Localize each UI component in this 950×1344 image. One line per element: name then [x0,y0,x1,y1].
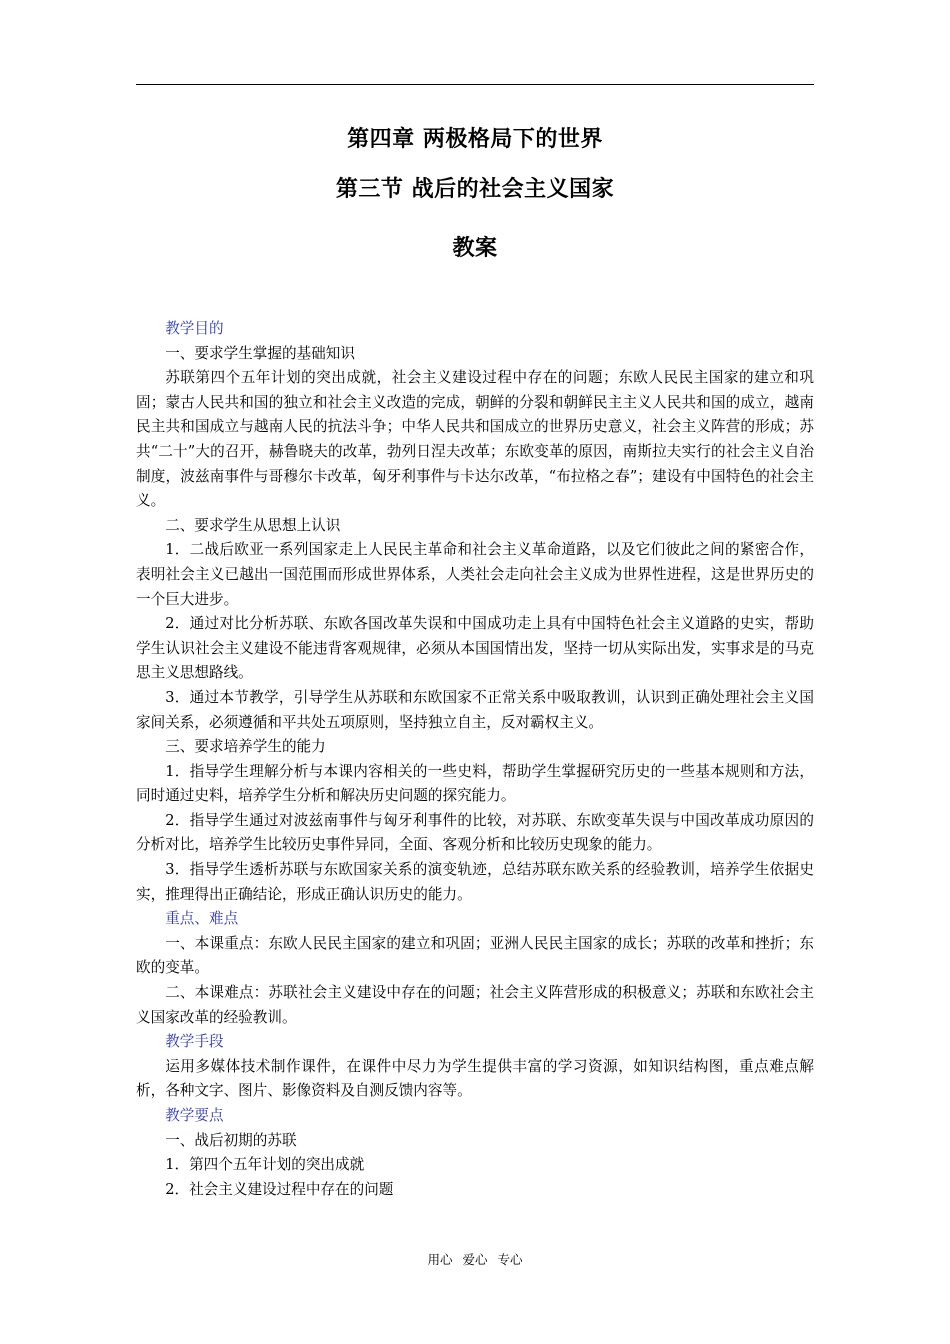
subheading: 一、战后初期的苏联 [165,1131,297,1149]
paragraph: 3．通过本节教学，引导学生从苏联和东欧国家不正常关系中吸取教训，认识到正确处理社会主义国家间关系，必须遵循和平共处五项原则，坚持独立自主，反对霸权主义。 [136,688,814,731]
section-heading: 教学要点 [165,1107,224,1124]
header-rule [136,84,814,85]
doc-type-title: 教案 [452,236,498,261]
section-heading: 教学手段 [165,1033,224,1051]
paragraph: 二、本课难点：苏联社会主义建设中存在的问题；社会主义阵营形成的积极意义；苏联和东欧社会主义国家改革的经验教训。 [136,984,814,1026]
page-footer: 用心 爱心 专心 [427,1252,523,1267]
paragraph: 苏联第四个五年计划的突出成就，社会主义建设过程中存在的问题；东欧人民民主国家的建立和巩固；蒙古人民共和国的独立和社会主义改造的完成，朝鲜的分裂和朝鲜民主主义人民共和国的成立，越南民主共和国成立与越南人民的抗法斗争；中华人民共和国成立的世界历史意义，社会主义阵营的形成；苏共“二十”大的召开，赫鲁晓夫的改革，勃列日涅夫改革；东欧变革的原因，南斯拉夫实行的社会主义自治制度，波兹南事件与哥穆尔卡改革，匈牙利事件与卡达尔改革，“布拉格之春”；建设有中国特色的社会主义。 [136,369,814,510]
paragraph: 3．指导学生透析苏联与东欧国家关系的演变轨迹，总结苏联东欧关系的经验教训，培养学生依据史实，推理得出正确结论，形成正确认识历史的能力。 [136,861,814,903]
chapter-title: 第四章 两极格局下的世界 [347,127,603,152]
section-title: 第三节 战后的社会主义国家 [335,177,615,202]
lesson-plan-body [136,317,814,1202]
list-item: 2．社会主义建设过程中存在的问题 [165,1180,394,1198]
paragraph: 1．二战后欧亚一系列国家走上人民民主革命和社会主义革命道路，以及它们彼此之间的紧密合作，表明社会主义已越出一国范围而形成世界体系，人类社会走向社会主义成为世界性进程，这是世界历史的一个巨大进步。 [136,541,814,608]
paragraph: 运用多媒体技术制作课件，在课件中尽力为学生提供丰富的学习资源，如知识结构图，重点难点解析，各种文字、图片、影像资料及自测反馈内容等。 [136,1057,814,1100]
list-item: 1．第四个五年计划的突出成就 [165,1156,365,1174]
section-heading: 重点、难点 [165,910,239,928]
paragraph: 2．指导学生通过对波兹南事件与匈牙利事件的比较，对苏联、东欧变革失误与中国改革成功原因的分析对比，培养学生比较历史事件异同，全面、客观分析和比较历史现象的能力。 [136,811,814,854]
paragraph: 一、本课重点：东欧人民民主国家的建立和巩固；亚洲人民民主国家的成长；苏联的改革和挫折；东欧的变革。 [136,934,814,977]
subheading: 三、要求培养学生的能力 [165,738,326,756]
subheading: 一、要求学生掌握的基础知识 [165,344,355,362]
section-heading: 教学目的 [165,320,224,337]
paragraph: 1．指导学生理解分析与本课内容相关的一些史料，帮助学生掌握研究历史的一些基本规则和方法，同时通过史料，培养学生分析和解决历史问题的探究能力。 [136,762,814,805]
paragraph: 2．通过对比分析苏联、东欧各国改革失误和中国成功走上具有中国特色社会主义道路的史实，帮助学生认识社会主义建设不能违背客观规律，必须从本国国情出发，坚持一切从实际出发，实事求是的马克思主义思想路线。 [136,615,814,682]
subheading: 二、要求学生从思想上认识 [165,516,341,534]
